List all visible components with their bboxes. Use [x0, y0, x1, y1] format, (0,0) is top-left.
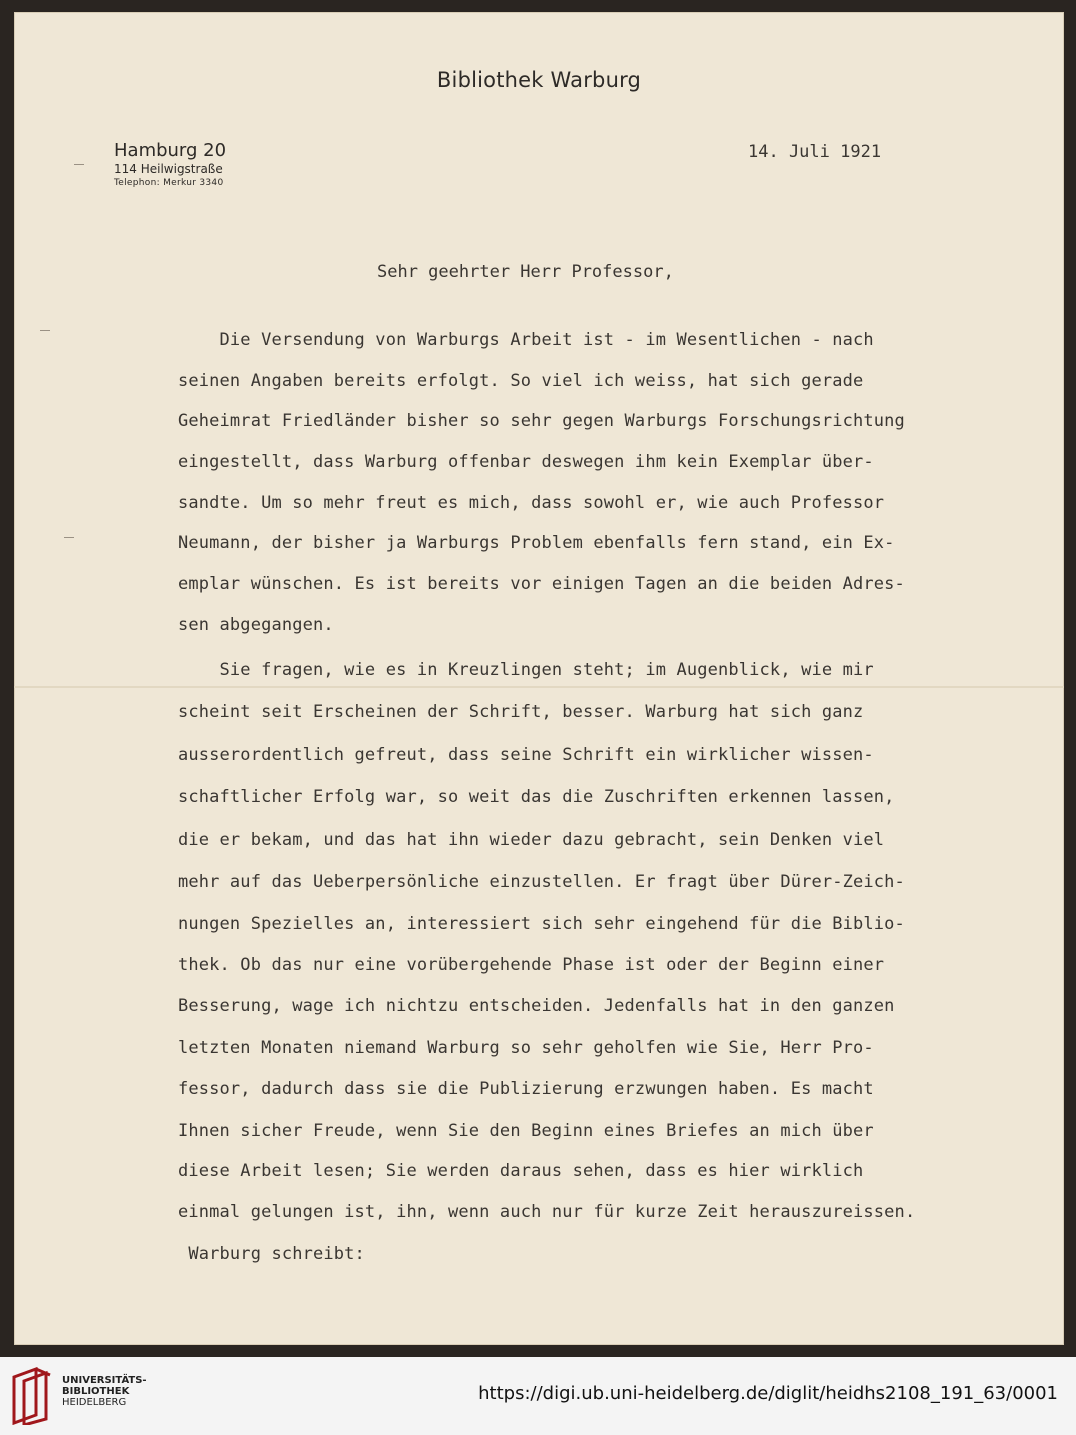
body-line: letzten Monaten niemand Warburg so sehr geholfen wie Sie, Herr Pro- [178, 1038, 874, 1058]
library-name-line: UNIVERSITÄTS- [62, 1375, 147, 1386]
viewer-footer [0, 1357, 1076, 1435]
sender-telephone: Telephon: Merkur 3340 [114, 178, 224, 188]
body-line: Besserung, wage ich nichtzu entscheiden. Jedenfalls hat in den ganzen [178, 996, 895, 1016]
body-line: fessor, dadurch dass sie die Publizierung erzwungen haben. Es macht [178, 1079, 874, 1099]
body-line: eingestellt, dass Warburg offenbar deswegen ihm kein Exemplar über- [178, 452, 874, 472]
letter-page [14, 12, 1064, 1345]
body-line: Die Versendung von Warburgs Arbeit ist - im Wesentlichen - nach [178, 330, 874, 350]
body-line: emplar wünschen. Es ist bereits vor einigen Tagen an die beiden Adres- [178, 574, 905, 594]
body-line: Warburg schreibt: [178, 1244, 365, 1264]
body-line: nungen Spezielles an, interessiert sich sehr eingehend für die Biblio- [178, 914, 905, 934]
letter-date: 14. Juli 1921 [748, 142, 882, 162]
sender-address [114, 140, 226, 189]
body-line: seinen Angaben bereits erfolgt. So viel ich weiss, hat sich gerade [178, 371, 864, 391]
library-logo-icon [10, 1367, 54, 1425]
body-line: einmal gelungen ist, ihn, wenn auch nur für kurze Zeit herauszureissen. [178, 1202, 916, 1222]
body-line: Sie fragen, wie es in Kreuzlingen steht; im Augenblick, wie mir [178, 660, 874, 680]
body-line: schaftlicher Erfolg war, so weit das die Zuschriften erkennen lassen, [178, 787, 895, 807]
library-name-line: BIBLIOTHEK [62, 1386, 130, 1397]
body-line: scheint seit Erscheinen der Schrift, besser. Warburg hat sich ganz [178, 702, 864, 722]
body-line: die er bekam, und das hat ihn wieder dazu gebracht, sein Denken viel [178, 830, 885, 850]
sender-street: 114 Heilwigstraße [114, 162, 223, 176]
salutation: Sehr geehrter Herr Professor, [377, 262, 674, 282]
body-line: sen abgegangen. [178, 615, 334, 635]
library-name-line: HEIDELBERG [62, 1397, 127, 1408]
body-line: thek. Ob das nur eine vorübergehende Phase ist oder der Beginn einer [178, 955, 885, 975]
body-line: diese Arbeit lesen; Sie werden daraus sehen, dass es hier wirklich [178, 1161, 864, 1181]
document-url[interactable]: https://digi.ub.uni-heidelberg.de/diglit/heidhs2108_191_63/0001 [478, 1383, 1058, 1404]
library-name [62, 1375, 147, 1408]
body-line: sandte. Um so mehr freut es mich, dass sowohl er, wie auch Professor [178, 493, 885, 513]
body-line: mehr auf das Ueberpersönliche einzustellen. Er fragt über Dürer-Zeich- [178, 872, 905, 892]
letterhead-title: Bibliothek Warburg [436, 68, 642, 92]
body-line: Ihnen sicher Freude, wenn Sie den Beginn eines Briefes an mich über [178, 1121, 874, 1141]
body-line: Neumann, der bisher ja Warburgs Problem ebenfalls fern stand, ein Ex- [178, 533, 895, 553]
margin-mark [64, 537, 74, 538]
body-line: ausserordentlich gefreut, dass seine Schrift ein wirklicher wissen- [178, 745, 874, 765]
margin-mark [74, 164, 84, 165]
margin-mark [40, 330, 50, 331]
sender-city: Hamburg 20 [114, 140, 227, 161]
body-line: Geheimrat Friedländer bisher so sehr gegen Warburgs Forschungsrichtung [178, 411, 905, 431]
paper-fold [14, 686, 1064, 688]
